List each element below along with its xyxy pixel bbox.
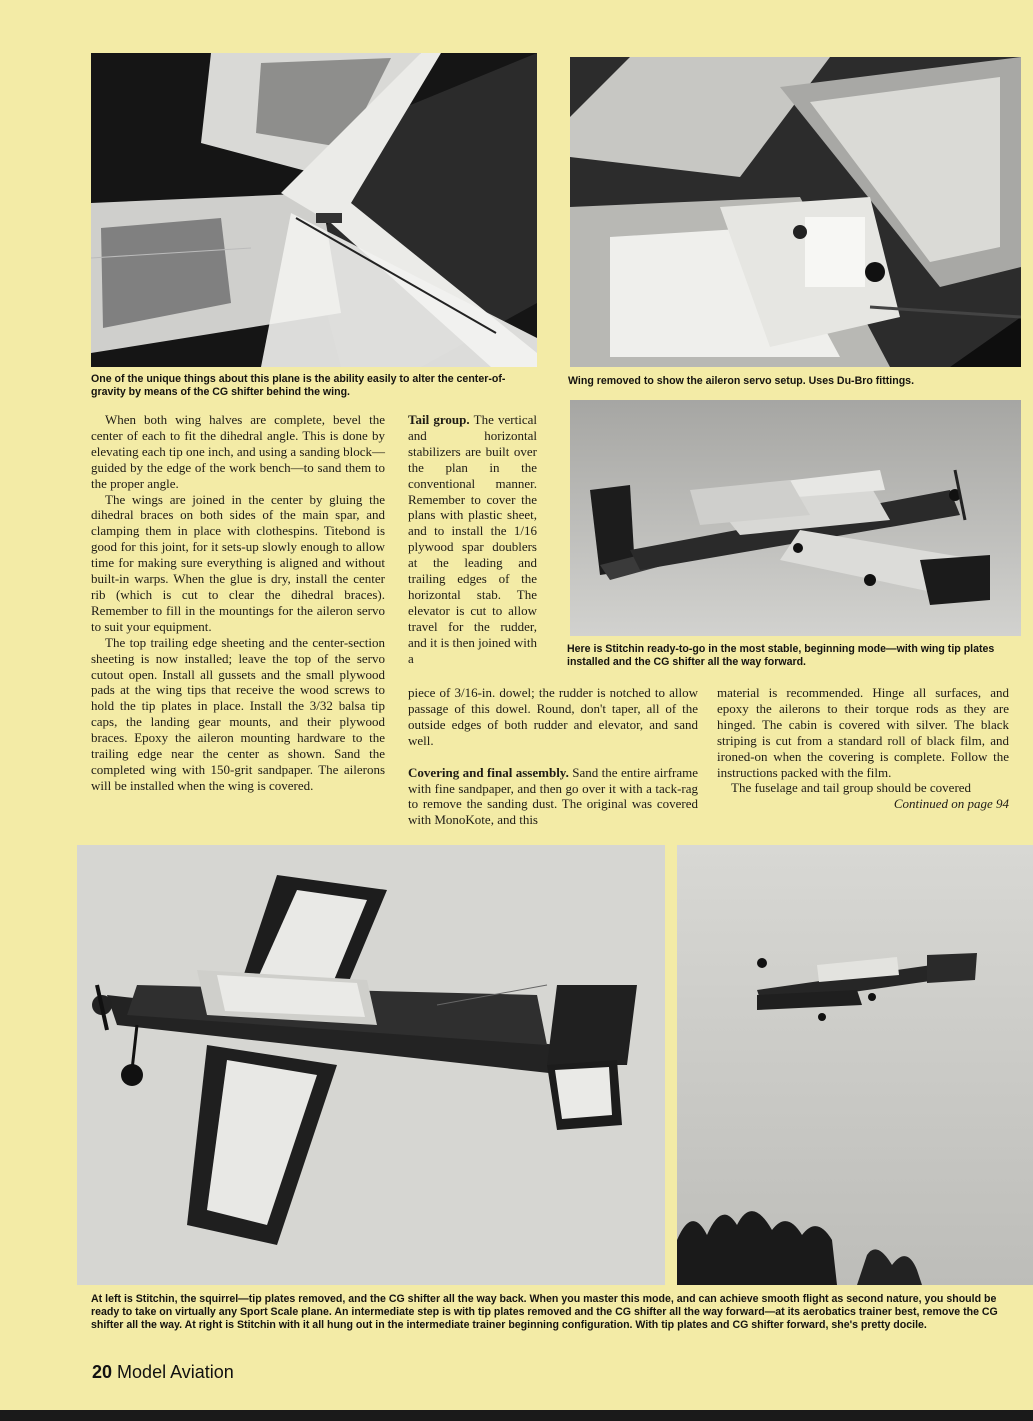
- article-column-2-continued: [408, 685, 698, 828]
- photo-stitchin-ground: [570, 400, 1021, 636]
- continued-notice: Continued on page 94: [893, 796, 1009, 812]
- paragraph-tail-group: [408, 412, 537, 667]
- paragraph-covering: [408, 765, 698, 829]
- tail-group-text-continued: piece of 3/16-in. dowel; the rudder is notched to allow passage of this dowel. Round, don't taper, all of the outside edges of both rudder and elevator, and sand well.: [408, 685, 698, 748]
- scan-edge: [0, 1410, 1033, 1421]
- covering-text: Sand the entire airframe with fine sandpaper, and then go over it with a tack-rag to remove the sanding dust. The original was covered with MonoKote, and this: [408, 764, 699, 828]
- article-column-1: [91, 412, 385, 794]
- caption-aileron-servo: Wing removed to show the aileron servo setup. Uses Du-Bro fittings.: [568, 375, 915, 387]
- paragraph: The top trailing edge sheeting and the center-section sheeting is now installed; leave the top of the servo cutout open. Install all gussets and the small plywood pads at the wing tips that receive the wood screws to hold the tip plates in place. Install the 3/32 balsa tip caps, the landing gear mounts, and their plywood braces. Epoxy the aileron mounting hardware to the trailing edge near the center as shown. Sand the completed wing with 150-grit sandpaper. The ailerons will be installed when the wing is covered.: [91, 634, 385, 793]
- page-footer: [92, 1362, 234, 1383]
- paragraph: material is recommended. Hinge all surfaces, and epoxy the ailerons to their torque rods as they are hinged. The cabin is covered with silver. The black striping is cut from a standard roll of black film, and ironed-on when the covering is complete. Follow the instructions packed with the film.: [717, 685, 1009, 780]
- article-column-2: [408, 412, 537, 667]
- photo-stitchin-flight-small: [677, 845, 1033, 1285]
- magazine-name: Model Aviation: [117, 1362, 234, 1382]
- photo-aileron-servo: [570, 57, 1021, 367]
- paragraph: The wings are joined in the center by gluing the dihedral braces on both sides of the main spar, and clamping them in place with clothespins. Titebond is good for this joint, for it sets-up slowly enough to allow time for making sure everything is aligned and without built-in warps. When the glue is dry, install the center rib (which is cut to clear the dihedral braces). Remember to fill in the mountings for the aileron servo to suit your equipment.: [91, 491, 385, 634]
- caption-stitchin-ready: Here is Stitchin ready-to-go in the most stable, beginning mode—with wing tip plates installed and the CG shifter all the way forward.: [567, 643, 995, 668]
- photo-stitchin-flight-large: [77, 845, 665, 1285]
- paragraph: The fuselage and tail group should be covered: [731, 780, 972, 796]
- photo-cg-shifter: [91, 53, 537, 367]
- caption-bottom: At left is Stitchin, the squirrel—tip plates removed, and the CG shifter all the way back. When you master this mode, and can achieve smooth flight as second nature, you should be ready to take on virtually any Sport Scale plane. An intermediate step is with tip plates removed and the CG shifter all the way forward—at its aerobatics trainer best, remove the CG shifter all the way. At right is Stitchin with it all hung out in the intermediate trainer beginning configuration. With tip plates and CG shifter forward, she's pretty docile.: [91, 1293, 998, 1331]
- page-number: 20: [92, 1362, 113, 1382]
- section-heading-covering: Covering and final assembly.: [408, 764, 569, 780]
- article-column-3: [717, 685, 1009, 812]
- tail-group-text: The vertical and horizontal stabilizers are built over the plan in the conventional manner. Remember to cover the plans with plastic sheet, and to install the 1/16 plywood spar doublers at the leading and trailing edges of the horizontal stab. The elevator is cut to allow travel for the rudder, and it is then joined with a: [408, 412, 538, 666]
- section-heading-tail-group: Tail group.: [408, 412, 470, 427]
- caption-cg-shifter: One of the unique things about this plane is the ability easily to alter the center-of-gravity by means of the CG shifter behind the wing.: [91, 373, 506, 398]
- paragraph: When both wing halves are complete, bevel the center of each to fit the dihedral angle. This is done by elevating each tip one inch, and using a sanding block—guided by the edge of the work bench—to sand them to the proper angle.: [91, 412, 385, 491]
